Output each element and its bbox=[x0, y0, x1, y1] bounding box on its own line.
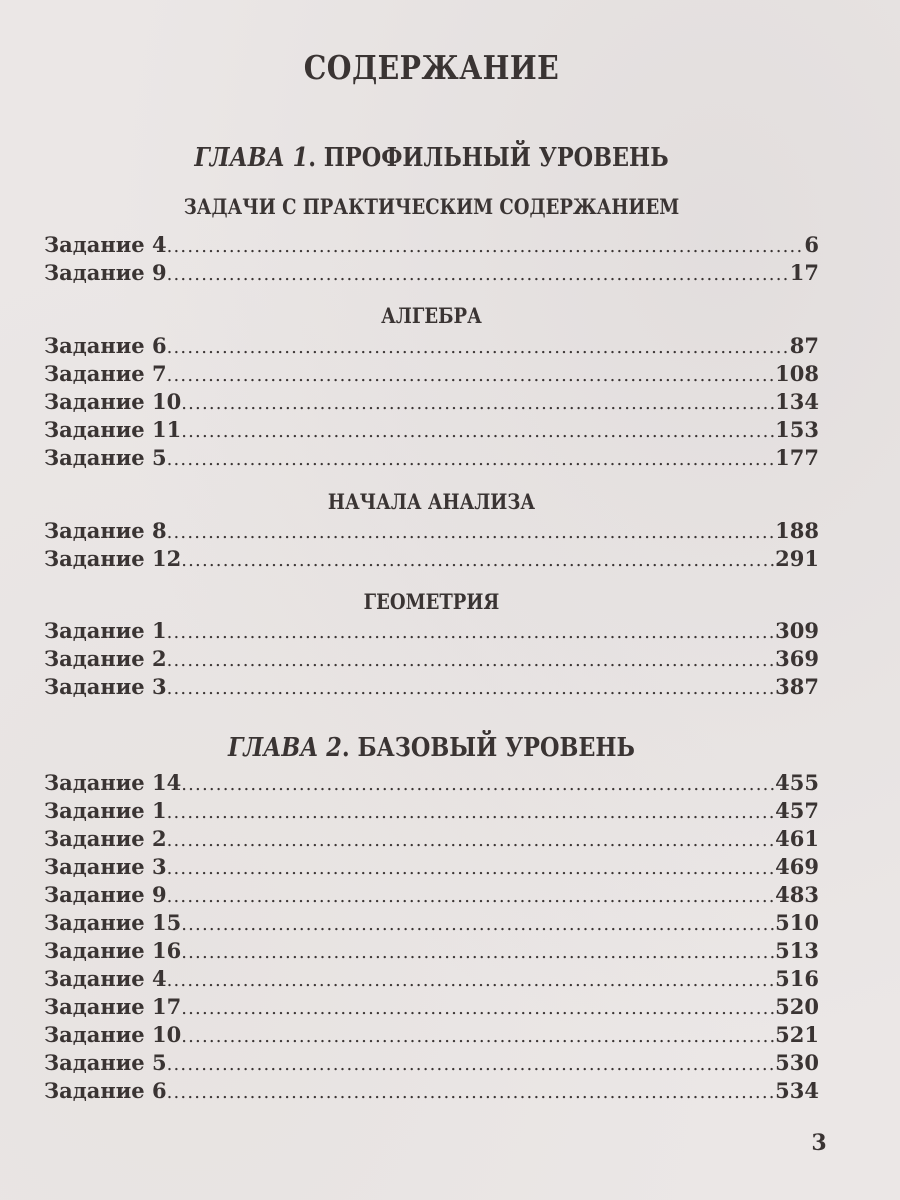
toc-entry-label: Задание 5 bbox=[44, 445, 167, 470]
toc-entry-page: 513 bbox=[775, 938, 819, 963]
toc-entry-page: 461 bbox=[775, 826, 819, 851]
toc-entry[interactable] bbox=[44, 232, 819, 260]
toc-entry[interactable] bbox=[44, 910, 819, 938]
toc-entry-label: Задание 11 bbox=[44, 417, 182, 442]
toc-entry-page: 291 bbox=[775, 546, 819, 571]
leader-dots bbox=[167, 365, 776, 386]
toc-entry-label: Задание 5 bbox=[44, 1050, 167, 1075]
toc-entry-label: Задание 8 bbox=[44, 518, 167, 543]
toc-entry[interactable] bbox=[44, 674, 819, 702]
section-heading-geometry: ГЕОМЕТРИЯ bbox=[363, 589, 500, 614]
toc-entry[interactable] bbox=[44, 445, 819, 473]
leader-dots bbox=[181, 942, 775, 963]
toc-entry-label: Задание 15 bbox=[44, 910, 182, 935]
leader-dots bbox=[167, 886, 776, 907]
toc-entry[interactable] bbox=[44, 260, 819, 288]
leader-dots bbox=[167, 650, 776, 671]
toc-entry-page: 153 bbox=[775, 417, 819, 442]
toc-entry[interactable] bbox=[44, 1022, 819, 1050]
toc-entry[interactable] bbox=[44, 417, 819, 445]
toc-entry[interactable] bbox=[44, 994, 819, 1022]
toc-entry-label: Задание 9 bbox=[44, 260, 167, 285]
toc-entry-page: 510 bbox=[775, 910, 819, 935]
leader-dots bbox=[167, 802, 776, 823]
toc-entry-page: 177 bbox=[775, 445, 819, 470]
toc-entry-label: Задание 6 bbox=[44, 333, 167, 358]
toc-entry-page: 309 bbox=[775, 618, 819, 643]
toc-entry-page: 17 bbox=[789, 260, 819, 285]
toc-entry-label: Задание 2 bbox=[44, 826, 167, 851]
toc-entry-page: 520 bbox=[775, 994, 819, 1019]
toc-entry[interactable] bbox=[44, 1050, 819, 1078]
chapter-1-title: . ПРОФИЛЬНЫЙ УРОВЕНЬ bbox=[308, 143, 669, 173]
toc-entry-page: 516 bbox=[775, 966, 819, 991]
toc-entry-label: Задание 16 bbox=[44, 938, 182, 963]
toc-entry-label: Задание 17 bbox=[44, 994, 182, 1019]
leader-dots bbox=[167, 449, 776, 470]
toc-entry[interactable] bbox=[44, 938, 819, 966]
toc-entry-label: Задание 14 bbox=[44, 770, 182, 795]
leader-dots bbox=[181, 914, 775, 935]
toc-entry-page: 469 bbox=[775, 854, 819, 879]
section-heading-algebra: АЛГЕБРА bbox=[381, 303, 482, 328]
leader-dots bbox=[167, 522, 776, 543]
toc-entry[interactable] bbox=[44, 333, 819, 361]
toc-entry[interactable] bbox=[44, 618, 819, 646]
toc-entry-label: Задание 3 bbox=[44, 854, 167, 879]
toc-entry-label: Задание 10 bbox=[44, 1022, 182, 1047]
toc-entry-page: 108 bbox=[775, 361, 819, 386]
toc-entry-label: Задание 2 bbox=[44, 646, 167, 671]
toc-entry[interactable] bbox=[44, 546, 819, 574]
toc-entry[interactable] bbox=[44, 966, 819, 994]
leader-dots bbox=[167, 622, 776, 643]
toc-entry[interactable] bbox=[44, 882, 819, 910]
toc-entry-label: Задание 9 bbox=[44, 882, 167, 907]
toc-entry-page: 457 bbox=[775, 798, 819, 823]
toc-entry-page: 521 bbox=[775, 1022, 819, 1047]
toc-entry[interactable] bbox=[44, 361, 819, 389]
toc-entry-label: Задание 4 bbox=[44, 966, 167, 991]
toc-entry-page: 87 bbox=[789, 333, 819, 358]
page-number: 3 bbox=[811, 1130, 827, 1156]
toc-entry[interactable] bbox=[44, 518, 819, 546]
leader-dots bbox=[167, 858, 776, 879]
chapter-2-title: . БАЗОВЫЙ УРОВЕНЬ bbox=[341, 733, 635, 763]
page-title: СОДЕРЖАНИЕ bbox=[303, 48, 560, 87]
toc-entry-label: Задание 12 bbox=[44, 546, 182, 571]
toc-entry[interactable] bbox=[44, 646, 819, 674]
toc-entry-page: 483 bbox=[775, 882, 819, 907]
leader-dots bbox=[167, 970, 776, 991]
toc-entry[interactable] bbox=[44, 389, 819, 417]
leader-dots bbox=[181, 1026, 775, 1047]
leader-dots bbox=[181, 550, 775, 571]
toc-entry-page: 387 bbox=[775, 674, 819, 699]
chapter-1-heading bbox=[98, 143, 765, 173]
leader-dots bbox=[167, 236, 805, 257]
toc-entry[interactable] bbox=[44, 770, 819, 798]
section-heading-analysis: НАЧАЛА АНАЛИЗА bbox=[327, 489, 536, 514]
leader-dots bbox=[167, 1054, 776, 1075]
leader-dots bbox=[167, 337, 790, 358]
leader-dots bbox=[167, 830, 776, 851]
leader-dots bbox=[167, 678, 776, 699]
chapter-1-label: ГЛАВА 1 bbox=[194, 143, 309, 173]
toc-entry-label: Задание 4 bbox=[44, 232, 167, 257]
toc-entry[interactable] bbox=[44, 798, 819, 826]
toc-entry-label: Задание 3 bbox=[44, 674, 167, 699]
leader-dots bbox=[181, 421, 775, 442]
toc-entry-label: Задание 10 bbox=[44, 389, 182, 414]
leader-dots bbox=[181, 393, 775, 414]
toc-entry[interactable] bbox=[44, 826, 819, 854]
section-heading-practical: ЗАДАЧИ С ПРАКТИЧЕСКИМ СОДЕРЖАНИЕМ bbox=[183, 194, 680, 219]
leader-dots bbox=[167, 264, 790, 285]
chapter-2-label: ГЛАВА 2 bbox=[227, 733, 342, 763]
toc-entry-page: 6 bbox=[804, 232, 819, 257]
toc-entry-page: 530 bbox=[775, 1050, 819, 1075]
toc-entry[interactable] bbox=[44, 1078, 819, 1106]
leader-dots bbox=[181, 998, 775, 1019]
leader-dots bbox=[181, 774, 775, 795]
toc-entry-label: Задание 1 bbox=[44, 618, 167, 643]
toc-entry-page: 455 bbox=[775, 770, 819, 795]
toc-entry-label: Задание 7 bbox=[44, 361, 167, 386]
leader-dots bbox=[167, 1082, 776, 1103]
toc-entry-page: 188 bbox=[775, 518, 819, 543]
toc-entry-label: Задание 1 bbox=[44, 798, 167, 823]
toc-entry[interactable] bbox=[44, 854, 819, 882]
toc-entry-label: Задание 6 bbox=[44, 1078, 167, 1103]
chapter-2-heading bbox=[98, 733, 765, 763]
toc-entry-page: 134 bbox=[775, 389, 819, 414]
toc-entry-page: 369 bbox=[775, 646, 819, 671]
toc-entry-page: 534 bbox=[775, 1078, 819, 1103]
